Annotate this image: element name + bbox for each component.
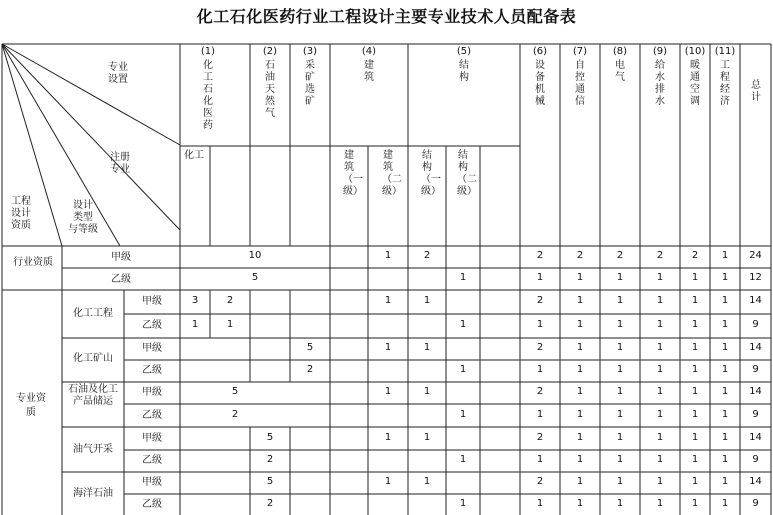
table-cell: 1 bbox=[616, 454, 624, 465]
table-cell: 1 bbox=[691, 319, 699, 330]
table-cell: 1 bbox=[423, 386, 431, 397]
table-cell: 1 bbox=[656, 272, 664, 283]
table-cell: 1 bbox=[459, 498, 467, 509]
table-cell: 1 bbox=[576, 272, 584, 283]
table-cell: 2 bbox=[536, 432, 544, 443]
table-cell: 9 bbox=[752, 409, 759, 420]
table-cell: 1 bbox=[384, 432, 392, 443]
grade-yi: 乙级 bbox=[142, 455, 162, 466]
table-cell: 1 bbox=[721, 476, 729, 487]
table-cell: 1 bbox=[576, 432, 584, 443]
table-cell: 1 bbox=[656, 295, 664, 306]
subgroup-haiyang: 海洋石油 bbox=[73, 488, 113, 499]
table-cell: 1 bbox=[656, 364, 664, 375]
table-cell: 1 bbox=[656, 432, 664, 443]
table-title: 化工石化医药行业工程设计主要专业技术人员配备表 bbox=[196, 7, 577, 26]
table-cell: 2 bbox=[266, 454, 274, 465]
subgroup-youqi: 油气开采 bbox=[73, 444, 113, 455]
grade-hangye-yi: 乙级 bbox=[111, 274, 131, 285]
grade-jia: 甲级 bbox=[142, 477, 162, 488]
table-cell: 3 bbox=[191, 295, 199, 306]
subcolumn-jiegou-1: 结构（一级） bbox=[421, 150, 441, 197]
table-cell: 1 bbox=[384, 250, 392, 261]
table-cell: 2 bbox=[656, 250, 664, 261]
table-cell: 12 bbox=[749, 272, 762, 283]
table-cell: 1 bbox=[423, 342, 431, 353]
table-cell: 2 bbox=[231, 409, 239, 420]
table-cell: 9 bbox=[752, 364, 759, 375]
table-cell: 1 bbox=[691, 272, 699, 283]
table-cell: 1 bbox=[691, 432, 699, 443]
table-cell: 2 bbox=[266, 498, 274, 509]
table-cell: 1 bbox=[656, 409, 664, 420]
table-cell: 9 bbox=[752, 319, 759, 330]
table-cell: 1 bbox=[191, 319, 199, 330]
subcolumn-jianzhu-1: 建筑（一级） bbox=[343, 150, 363, 197]
table-cell: 1 bbox=[576, 295, 584, 306]
grade-hangye-jia: 甲级 bbox=[111, 252, 131, 263]
table-cell: 10 bbox=[248, 250, 262, 261]
grade-jia: 甲级 bbox=[142, 296, 162, 307]
table-cell: 1 bbox=[721, 319, 729, 330]
table-cell: 1 bbox=[691, 386, 699, 397]
table-cell: 1 bbox=[721, 498, 729, 509]
table-cell: 5 bbox=[251, 272, 259, 283]
table-cell: 2 bbox=[536, 386, 544, 397]
table-cell: 1 bbox=[721, 386, 729, 397]
table-cell: 1 bbox=[576, 386, 584, 397]
table-cell: 2 bbox=[423, 250, 431, 261]
table-cell: 1 bbox=[721, 409, 729, 420]
table-cell: 1 bbox=[576, 476, 584, 487]
table-cell: 1 bbox=[691, 342, 699, 353]
table-cell: 1 bbox=[576, 409, 584, 420]
table-cell: 1 bbox=[536, 409, 544, 420]
table-cell: 1 bbox=[691, 295, 699, 306]
table-cell: 5 bbox=[266, 476, 274, 487]
corner-label-registration: 注册 专业 bbox=[110, 152, 130, 175]
table-cell: 1 bbox=[459, 454, 467, 465]
table-cell: 1 bbox=[576, 319, 584, 330]
table-cell: 2 bbox=[576, 250, 584, 261]
table-cell: 1 bbox=[536, 454, 544, 465]
table-cell: 5 bbox=[231, 386, 239, 397]
table-cell: 1 bbox=[721, 364, 729, 375]
subgroup-kuangshan: 化工矿山 bbox=[73, 353, 113, 364]
table-cell: 1 bbox=[656, 319, 664, 330]
subgroup-huagong: 化工工程 bbox=[73, 308, 113, 319]
table-cell: 1 bbox=[576, 498, 584, 509]
table-cell: 2 bbox=[536, 342, 544, 353]
table-cell: 9 bbox=[752, 498, 759, 509]
table-cell: 1 bbox=[459, 409, 467, 420]
table-cell: 2 bbox=[536, 476, 544, 487]
table-cell: 1 bbox=[384, 476, 392, 487]
table-cell: 1 bbox=[721, 295, 729, 306]
table-cell: 1 bbox=[616, 342, 624, 353]
table-cell: 1 bbox=[691, 498, 699, 509]
grade-yi: 乙级 bbox=[142, 320, 162, 331]
table-cell: 1 bbox=[616, 295, 624, 306]
table-cell: 1 bbox=[384, 295, 392, 306]
table-cell: 1 bbox=[536, 498, 544, 509]
table-cell: 1 bbox=[721, 342, 729, 353]
table-cell: 1 bbox=[691, 476, 699, 487]
table-cell: 1 bbox=[656, 454, 664, 465]
grade-jia: 甲级 bbox=[142, 387, 162, 398]
subcolumn-jiegou-2: 结构（二级） bbox=[457, 150, 477, 197]
table-cell: 1 bbox=[423, 432, 431, 443]
table-cell: 1 bbox=[459, 319, 467, 330]
corner-label-specialty: 专业 设置 bbox=[108, 62, 128, 85]
table-cell: 5 bbox=[266, 432, 274, 443]
table-cell: 1 bbox=[656, 386, 664, 397]
corner-label-design-type: 设计 类型 与等级 bbox=[68, 200, 98, 235]
table-cell: 1 bbox=[616, 319, 624, 330]
grade-jia: 甲级 bbox=[142, 343, 162, 354]
table-cell: 2 bbox=[616, 250, 624, 261]
subgroup-chuyun: 石油及化工产品储运 bbox=[68, 384, 118, 407]
table-cell: 1 bbox=[384, 386, 392, 397]
table-cell: 14 bbox=[749, 386, 762, 397]
table-cell: 14 bbox=[749, 342, 762, 353]
table-cell: 1 bbox=[691, 454, 699, 465]
table-cell: 1 bbox=[656, 498, 664, 509]
table-cell: 1 bbox=[423, 476, 431, 487]
corner-label-qualification: 工程 设计 资质 bbox=[11, 196, 31, 231]
table-cell: 1 bbox=[384, 342, 392, 353]
table-cell: 14 bbox=[749, 295, 762, 306]
table-cell: 24 bbox=[749, 250, 762, 261]
table-cell: 5 bbox=[306, 342, 314, 353]
table-cell: 1 bbox=[536, 364, 544, 375]
table-cell: 2 bbox=[536, 295, 544, 306]
table-cell: 1 bbox=[616, 272, 624, 283]
table-cell: 1 bbox=[536, 272, 544, 283]
table-cell: 1 bbox=[721, 250, 729, 261]
table-cell: 1 bbox=[691, 409, 699, 420]
table-cell: 1 bbox=[721, 272, 729, 283]
grade-yi: 乙级 bbox=[142, 410, 162, 421]
table-cell: 1 bbox=[576, 454, 584, 465]
table-cell: 1 bbox=[459, 364, 467, 375]
table-cell: 1 bbox=[656, 342, 664, 353]
table-cell: 1 bbox=[226, 319, 234, 330]
subcolumn-jianzhu-2: 建筑（二级） bbox=[382, 150, 402, 197]
table-cell: 1 bbox=[691, 364, 699, 375]
table-cell: 2 bbox=[536, 250, 544, 261]
table-cell: 2 bbox=[306, 364, 314, 375]
group-hangye: 行业资质 bbox=[13, 257, 53, 268]
table-cell: 2 bbox=[691, 250, 699, 261]
table-cell: 1 bbox=[721, 432, 729, 443]
group-zhuanye: 专业资质 bbox=[16, 393, 46, 418]
table-cell: 14 bbox=[749, 476, 762, 487]
table-cell: 1 bbox=[616, 432, 624, 443]
grade-jia: 甲级 bbox=[142, 433, 162, 444]
table-cell: 1 bbox=[576, 342, 584, 353]
table-cell: 1 bbox=[656, 476, 664, 487]
grade-yi: 乙级 bbox=[142, 499, 162, 510]
table-cell: 1 bbox=[423, 295, 431, 306]
grade-yi: 乙级 bbox=[142, 365, 162, 376]
table-cell: 14 bbox=[749, 432, 762, 443]
table-cell: 1 bbox=[616, 498, 624, 509]
table-cell: 1 bbox=[616, 386, 624, 397]
table-cell: 1 bbox=[576, 364, 584, 375]
table-cell: 1 bbox=[721, 454, 729, 465]
table-cell: 9 bbox=[752, 454, 759, 465]
table-cell: 1 bbox=[616, 476, 624, 487]
table-cell: 1 bbox=[459, 272, 467, 283]
table-cell: 1 bbox=[616, 364, 624, 375]
table-cell: 2 bbox=[226, 295, 234, 306]
subcolumn-huagong: 化工 bbox=[184, 150, 204, 161]
table-cell: 1 bbox=[536, 319, 544, 330]
table-cell: 1 bbox=[616, 409, 624, 420]
